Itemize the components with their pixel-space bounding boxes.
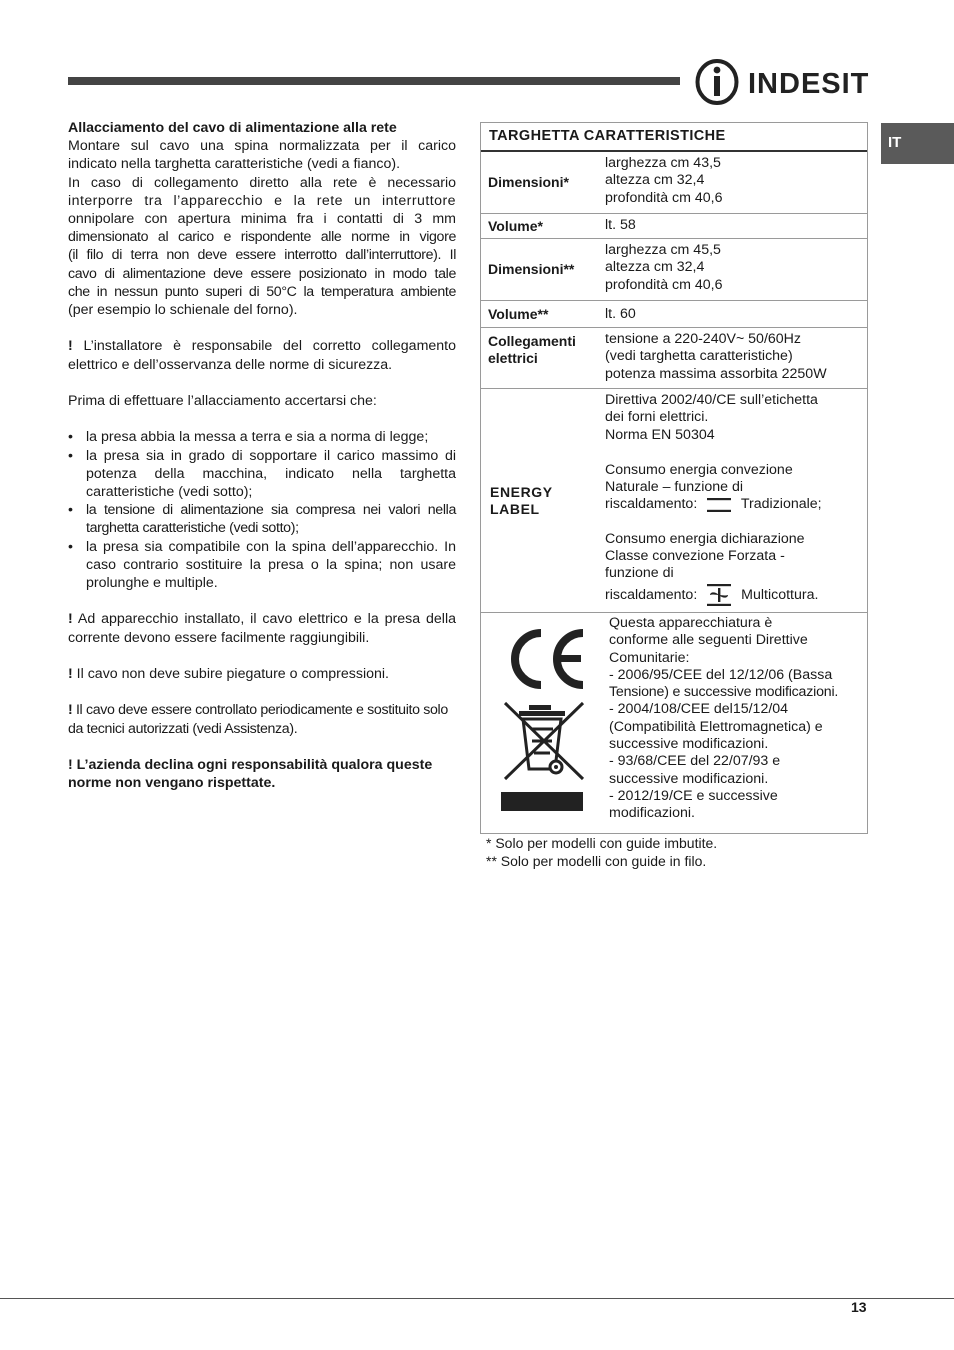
list-item: • la presa sia in grado di sopportare il carico massimo di potenza della macchina, indicato nella targhetta caratteristiche (vedi sotto);: [68, 447, 456, 502]
value-line: successive modificazioni.: [609, 736, 769, 753]
intro-line: indicato nella targhetta caratteristiche (vedi a fianco).: [68, 156, 401, 173]
value-line: - 93/68/CEE del 22/07/93 e: [609, 753, 781, 770]
intro-line: dimensionato al carico e rispondente alle norme in vigore: [68, 229, 456, 246]
warning-mark: !: [68, 338, 73, 355]
intro-line: cavo di alimentazione deve essere posizionato in modo tale: [68, 265, 456, 282]
value-line: [605, 583, 867, 607]
warning-text: L’installatore è responsabile del corretto collegamento elettrico e dell’osservanza delle norme di sicurezza.: [68, 338, 456, 373]
warning-text: Il cavo non deve subire piegature o compressioni.: [72, 666, 389, 683]
warning-text: L’azienda declina ogni responsabilità qualora queste norme non vengano rispettate.: [68, 757, 433, 792]
row-value: [599, 239, 867, 300]
value-line: dei forni elettrici.: [605, 409, 709, 426]
intro-paragraph: [68, 137, 456, 319]
value-line: altezza cm 32,4: [605, 259, 705, 276]
traditional-heating-icon: [707, 497, 731, 513]
value-line: larghezza cm 45,5: [605, 242, 721, 258]
warning-accessible: [68, 610, 456, 646]
check-intro: Prima di effettuare l’allacciamento accertarsi che:: [68, 393, 377, 410]
value-line: - 2012/19/CE e successive: [609, 787, 778, 804]
table-row: [481, 152, 867, 214]
warning-text: Il cavo deve essere controllato periodicamente e sostituito solo da tecnici autorizzati (vedi Assistenza).: [68, 702, 448, 737]
table-row: [481, 613, 867, 833]
footer-rule: [0, 1298, 954, 1299]
installation-text: [68, 119, 456, 792]
value-line: (vedi targhetta caratteristiche): [605, 348, 793, 365]
language-label: IT: [888, 134, 902, 151]
table-row: [481, 328, 867, 389]
value-line: Consumo energia dichiarazione: [605, 530, 805, 547]
row-label: [481, 389, 599, 612]
warning-mark: !: [68, 666, 73, 683]
value-line: profondità cm 40,6: [605, 276, 723, 293]
intro-line: In caso di collegamento diretto alla rete è necessario: [68, 174, 456, 191]
intro-line: Montare sul cavo una spina normalizzata per il carico: [68, 138, 456, 155]
weee-bin-icon: [501, 697, 591, 815]
value-text: Tradizionale;: [740, 496, 822, 513]
value-line: successive modificazioni.: [609, 770, 769, 787]
value-line: Consumo energia convezione: [605, 461, 793, 478]
row-label: Volume**: [488, 305, 549, 322]
svg-text:INDESIT: INDESIT: [748, 68, 870, 100]
value-line: Tensione) e successive modificazioni.: [609, 684, 839, 701]
row-value: lt. 58: [605, 217, 636, 233]
row-label: Volume*: [488, 217, 543, 234]
warning-cable-bending: [68, 665, 456, 683]
row-label: [481, 328, 599, 388]
warning-text: Ad apparecchio installato, il cavo elettrico e la presa della corrente devono essere facilmente raggiungibili.: [68, 611, 456, 646]
table-title: TARGHETTA CARATTERISTICHE: [481, 123, 867, 152]
value-line: Classe convezione Forzata -: [605, 548, 785, 565]
intro-line: (il filo di terra non deve essere interrotto dall’interruttore). Il: [68, 247, 456, 264]
list-item: • la presa sia compatibile con la spina dell’apparecchio. In caso contrario sostituire la presa o la spina; non usare prolunghe e multiple.: [68, 538, 456, 593]
table-row: [481, 239, 867, 301]
footnote: ** Solo per modelli con guide in filo.: [486, 853, 707, 869]
value-line: altezza cm 32,4: [605, 172, 705, 189]
section-title: Allacciamento del cavo di alimentazione alla rete: [68, 120, 397, 136]
intro-line: (per esempio lo schienale del forno).: [68, 302, 298, 319]
value-line: potenza massima assorbita 2250W: [605, 365, 827, 382]
value-line: (Compatibilità Elettromagnetica) e: [609, 718, 823, 735]
language-tab: [881, 123, 954, 164]
list-item: • la tensione di alimentazione sia compresa nei valori nella targhetta caratteristiche (vedi sotto);: [68, 501, 456, 537]
rating-plate-table: [480, 122, 868, 834]
value-text: riscaldamento:: [605, 496, 698, 513]
label-line: LABEL: [490, 500, 540, 517]
value-text: Multicottura.: [741, 586, 819, 603]
check-list: [68, 428, 456, 592]
label-line: elettrici: [488, 350, 538, 366]
header-rule: [68, 77, 680, 85]
compliance-logos: [481, 613, 599, 832]
warning-liability: [68, 756, 456, 792]
warning-mark: !: [68, 757, 73, 773]
table-row: [481, 389, 867, 613]
row-value: [599, 328, 867, 388]
table-row: [481, 301, 867, 328]
intro-line: che in nessun punto superi di 50°C la temperatura ambiente: [68, 283, 456, 300]
row-value: [599, 389, 867, 612]
intro-line: interporre tra l’apparecchio e la rete un interruttore: [68, 192, 456, 209]
compliance-text: [599, 613, 867, 833]
warning-mark: !: [68, 611, 73, 628]
row-value: [599, 152, 867, 213]
value-line: - 2006/95/CEE del 12/12/06 (Bassa: [609, 666, 833, 683]
value-line: conforme alle seguenti Direttive: [609, 632, 808, 649]
footnote: * Solo per modelli con guide imbutite.: [486, 835, 718, 851]
value-line: - 2004/108/CEE del15/12/04: [609, 701, 789, 718]
value-text: riscaldamento:: [605, 586, 698, 603]
value-line: tensione a 220-240V~ 50/60Hz: [605, 331, 802, 347]
warning-cable-check: [68, 701, 456, 737]
value-line: profondità cm 40,6: [605, 189, 723, 206]
row-value: lt. 60: [605, 306, 636, 322]
value-line: Naturale – funzione di: [605, 479, 744, 496]
footnotes: [486, 834, 717, 870]
value-line: larghezza cm 43,5: [605, 155, 721, 171]
page-number: 13: [851, 1299, 867, 1315]
ce-mark-icon: [501, 627, 591, 691]
row-label: Dimensioni*: [488, 174, 569, 191]
value-line: Comunitarie:: [609, 649, 690, 666]
list-item: • la presa abbia la messa a terra e sia a norma di legge;: [68, 428, 456, 446]
value-line: [605, 496, 867, 513]
table-row: [481, 214, 867, 239]
warning-mark: !: [68, 702, 73, 719]
value-line: modificazioni.: [609, 805, 695, 822]
row-label: Dimensioni**: [488, 261, 575, 278]
label-line: Collegamenti: [488, 333, 576, 349]
multifunction-heating-icon: [707, 583, 731, 607]
value-line: funzione di: [605, 565, 674, 582]
value-line: Questa apparecchiatura è: [609, 615, 773, 631]
intro-line: onnipolare con apertura minima fra i contatti di 3 mm: [68, 211, 456, 228]
value-line: Direttiva 2002/40/CE sull’etichetta: [605, 392, 818, 408]
warning-installer: [68, 337, 456, 373]
value-line: Norma EN 50304: [605, 426, 715, 443]
indesit-logo: [694, 58, 870, 106]
label-line: ENERGY: [490, 483, 553, 500]
